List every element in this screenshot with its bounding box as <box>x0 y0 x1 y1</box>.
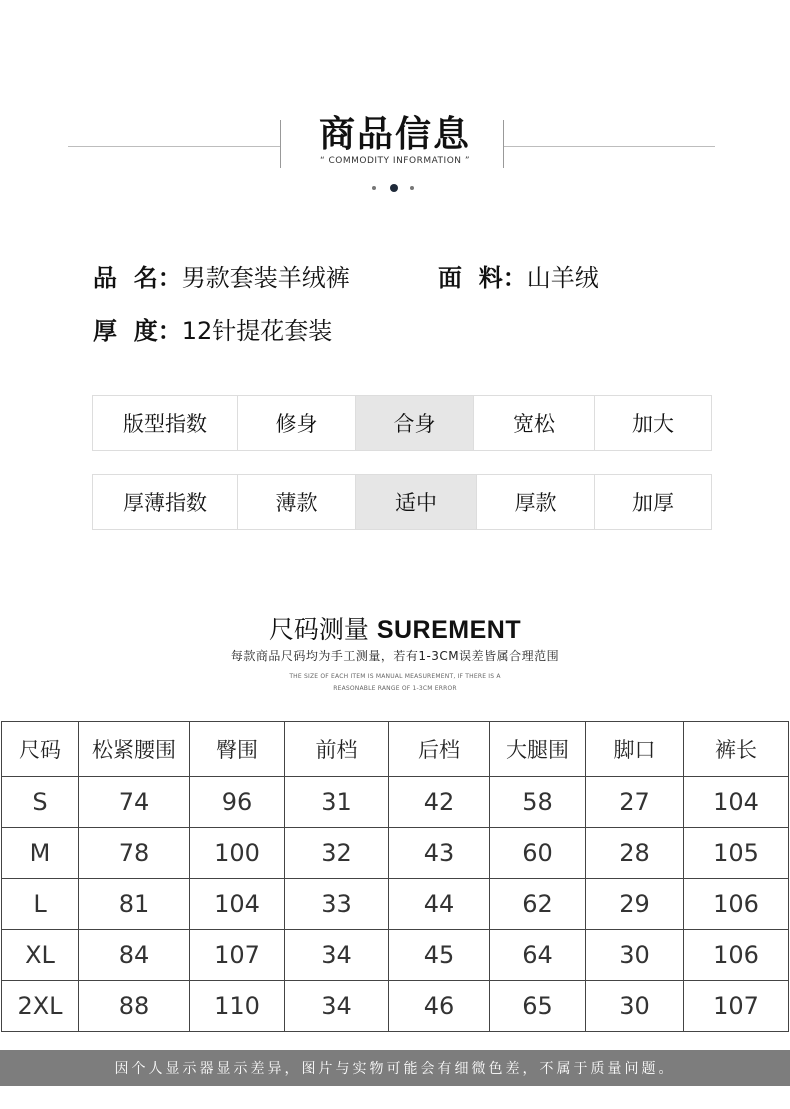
size-table-header-cell: 臀围 <box>190 722 285 777</box>
page-title: 商品信息 <box>318 114 471 155</box>
size-value-cell: 60 <box>490 828 586 879</box>
pager-dot <box>372 186 376 190</box>
size-label-cell: L <box>2 879 79 930</box>
size-value-cell: 45 <box>389 930 490 981</box>
material-label: 面 料： <box>438 264 527 292</box>
size-table-header-cell: 大腿围 <box>490 722 586 777</box>
product-name <box>93 258 350 293</box>
pager-dot-active <box>390 184 398 192</box>
thickness-label: 厚 度： <box>93 317 182 345</box>
size-value-cell: 46 <box>389 981 490 1032</box>
size-label-cell: M <box>2 828 79 879</box>
size-value-cell: 32 <box>285 828 389 879</box>
size-value-cell: 27 <box>586 777 684 828</box>
fit-option: 修身 <box>237 396 355 450</box>
product-name-value: 男款套装羊绒裤 <box>181 264 350 292</box>
thickness-option: 加厚 <box>594 475 711 529</box>
fit-index-label: 版型指数 <box>123 412 207 436</box>
footer-disclaimer: 因个人显示器显示差异，图片与实物可能会有细微色差，不属于质量问题。 <box>0 1050 790 1086</box>
size-value-cell: 104 <box>684 777 789 828</box>
thickness-option: 厚款 <box>476 475 594 529</box>
fit-option-selected: 合身 <box>355 396 473 450</box>
size-table-header-cell: 尺码 <box>2 722 79 777</box>
size-value-cell: 64 <box>490 930 586 981</box>
size-value-cell: 30 <box>586 930 684 981</box>
fit-option: 加大 <box>594 396 711 450</box>
size-label-cell: 2XL <box>2 981 79 1032</box>
size-value-cell: 62 <box>490 879 586 930</box>
size-value-cell: 88 <box>79 981 190 1032</box>
size-table-header-cell: 脚口 <box>586 722 684 777</box>
size-title-cn: 尺码测量 <box>268 615 369 644</box>
size-value-cell: 34 <box>285 930 389 981</box>
size-section-title <box>0 610 790 646</box>
size-value-cell: 105 <box>684 828 789 879</box>
size-note-line1: THE SIZE OF EACH ITEM IS MANUAL MEASUREMENT, IF THERE IS A <box>289 673 501 680</box>
size-table-header-cell: 后档 <box>389 722 490 777</box>
size-value-cell: 107 <box>684 981 789 1032</box>
size-value-cell: 31 <box>285 777 389 828</box>
size-table-header-cell: 前档 <box>285 722 389 777</box>
size-value-cell: 29 <box>586 879 684 930</box>
thickness-index-table <box>92 474 712 530</box>
size-table-row <box>2 828 789 879</box>
size-label-cell: XL <box>2 930 79 981</box>
thickness <box>93 311 332 346</box>
material <box>438 258 599 293</box>
size-table-row <box>2 930 789 981</box>
size-value-cell: 84 <box>79 930 190 981</box>
size-value-cell: 106 <box>684 930 789 981</box>
size-label-cell: S <box>2 777 79 828</box>
size-table-header-cell: 裤长 <box>684 722 789 777</box>
size-value-cell: 42 <box>389 777 490 828</box>
size-value-cell: 78 <box>79 828 190 879</box>
size-table-row <box>2 981 789 1032</box>
size-value-cell: 81 <box>79 879 190 930</box>
thickness-option: 薄款 <box>237 475 355 529</box>
size-title-en: SUREMENT <box>376 616 522 644</box>
size-value-cell: 30 <box>586 981 684 1032</box>
product-name-label: 品 名： <box>93 264 182 292</box>
fit-index-table <box>92 395 712 451</box>
size-table-row <box>2 879 789 930</box>
size-note-line2: REASONABLE RANGE OF 1-3CM ERROR <box>333 685 457 692</box>
size-value-cell: 106 <box>684 879 789 930</box>
fit-option: 宽松 <box>473 396 594 450</box>
size-value-cell: 107 <box>190 930 285 981</box>
size-section-subtitle: 每款商品尺码均为手工测量，若有1-3CM误差皆属合理范围 <box>230 649 560 663</box>
thickness-index-label: 厚薄指数 <box>123 491 207 515</box>
size-value-cell: 28 <box>586 828 684 879</box>
size-value-cell: 65 <box>490 981 586 1032</box>
size-value-cell: 43 <box>389 828 490 879</box>
size-value-cell: 44 <box>389 879 490 930</box>
size-value-cell: 104 <box>190 879 285 930</box>
size-value-cell: 34 <box>285 981 389 1032</box>
thickness-option-selected: 适中 <box>355 475 476 529</box>
page-subtitle: “ COMMODITY INFORMATION ” <box>319 156 471 166</box>
size-table-header-cell: 松紧腰围 <box>79 722 190 777</box>
size-value-cell: 110 <box>190 981 285 1032</box>
size-value-cell: 100 <box>190 828 285 879</box>
thickness-value: 12针提花套装 <box>181 317 333 345</box>
size-table-header <box>2 722 789 777</box>
size-value-cell: 96 <box>190 777 285 828</box>
size-value-cell: 33 <box>285 879 389 930</box>
pager-dot <box>410 186 414 190</box>
material-value: 山羊绒 <box>526 264 599 292</box>
size-value-cell: 58 <box>490 777 586 828</box>
size-value-cell: 74 <box>79 777 190 828</box>
size-table <box>1 721 789 1032</box>
size-table-row <box>2 777 789 828</box>
